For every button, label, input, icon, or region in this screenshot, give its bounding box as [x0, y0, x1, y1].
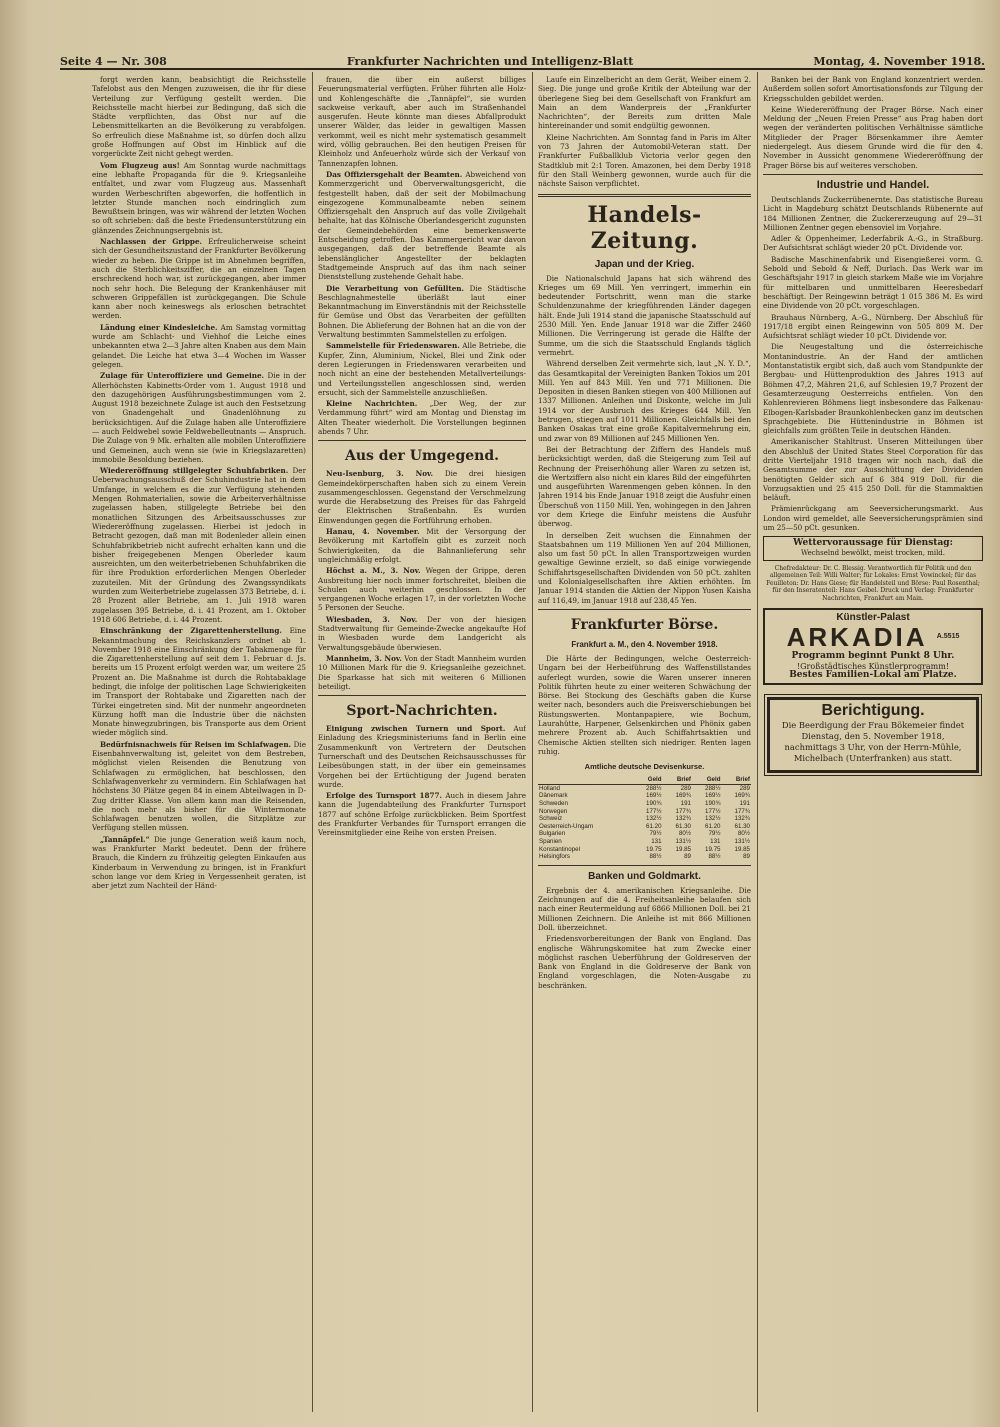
rate-value: Geld	[633, 776, 662, 784]
rate-value: 131½	[734, 837, 750, 845]
rate-value: 191	[680, 800, 691, 807]
article: Wiesbaden, 3. Nov. Der von der hiesigen Stadtverwaltung für Gemeinde-Zwecke angekaufte Hof in Wiesbaden wurde dem Landgericht als Verwaltungsgebäude überwiesen.	[318, 614, 526, 652]
header-masthead: Frankfurter Nachrichten und Intelligenz-Blatt	[346, 55, 634, 68]
notice-text: Die Beerdigung der Frau Bökemeier findet Dienstag, den 5. November 1918, nachmittags 3 Uhr, von der Herrn-Mühle, Michelbach (Unterfranken) aus statt.	[781, 720, 965, 764]
currency-name: Schweiz	[539, 815, 563, 823]
ad-arkadia-subtitle: Künstler-Palast	[836, 611, 910, 623]
ad-arkadia-tagline: !Großstädtisches Künstlerprogramm!	[796, 661, 950, 671]
header-date: Montag, 4. November 1918.	[813, 55, 985, 68]
article: Brauhaus Nürnberg, A.-G., Nürnberg. Der Abschluß für 1917/18 ergibt einen Reingewinn von 505 809 M. Der Aufsichtsrat schlägt wieder 10 pCt. Dividende vor.	[763, 312, 983, 341]
rate-value: Brief	[663, 776, 692, 784]
rate-value: 177¾	[734, 807, 750, 815]
rate-value: 288½	[705, 784, 721, 792]
imprint: Chefredakteur: Dr. C. Blessig. Verantwortlich für Politik und den allgemeinen Teil: Willi Walter; für Lokales: Ernst Vowinckel; für das Feuilleton: Dr. Hans Giese; für Handelsteil und Börse: Paul Rosenthal; für den Inseratenteil: Hans Geibel. Druck und Verlag: Frankfurter Nachrichten, Frankfurt am Main.	[766, 564, 980, 602]
rate-value: 190¾	[705, 800, 721, 807]
column-rule	[312, 72, 313, 1412]
column-3	[538, 75, 751, 1410]
rate-value: 19.75	[705, 845, 721, 853]
rates-header-row	[538, 776, 751, 784]
column-2	[318, 75, 526, 1410]
table-row	[538, 800, 751, 808]
article: Laufe ein Einzelbericht an dem Gerät, Weiber einem 2. Sieg. Die junge und große Kritik der Abteilung war der überlegene Sieg bei dem Gesellschaft von Frankfurt am Main an dem Wanderpreis der „Frankfurter Nachrichten“, der Bereits zum dritten Male hintereinander und somit endgültig gewonnen.	[538, 75, 751, 131]
article: Während derselben Zeit vermehrte sich, laut „N. Y. D.“, das Gesamtkapital der Vereinigten Banken Tokios um 201 Mill. Yen auf 843 Mill. Yen und 771 Millionen. Die Depositen in diesen Banken stiegen von 400 Millionen auf 1337 Millionen. Anleihen und Diskonte, welche im Juli 1914 vor der Ausbruch des Krieges 644 Mill. Yen betrugen, stiegen auf 1011 Millionen. Gleichfalls bei den Banken Osakas trat eine große Kapitalvermehrung ein, und zwar von 89 Millionen auf 245 Millionen Yen.	[538, 359, 751, 443]
page-header	[60, 48, 985, 70]
table-row	[538, 815, 751, 823]
article: Erfolge des Turnsport 1877. Auch in diesem Jahre kann die Jugendabteilung des Frankfurter Turnsport 1877 auf schöne Erfolge zurückblicken. Beim Sportfest des Frankfurter Verbandes für Turnsport errangen die Vereinsmitglieder eine Reihe von ersten Preisen.	[318, 791, 526, 838]
table-row	[538, 808, 751, 816]
article-heading: Japan und der Krieg.	[594, 258, 695, 270]
section-divider	[318, 695, 526, 696]
currency-name: Oesterreich-Ungarn	[539, 822, 594, 830]
article: Bedürfnisnachweis für Reisen im Schlafwagen. Die Eisenbahnverwaltung ist, geleitet von dem Bestreben, möglichst vielen Reisenden die Benutzung von Schlafwagen zu ermöglichen, hat beschlossen, den Schlafwagenverkehr zu vermindern. Ein Schlafwagen hat höchstens 30 Plätze gegen 84 in einem Abteilwagen in D-Zug dritter Klasse. Von allem kann man die Reisenden, die noch mehr als bisher für die Wintermonate Schlafwagen benutzen wollen, die Sitzplätze zur Verfügung stellen müssen.	[92, 739, 306, 833]
weather-forecast-box	[763, 536, 983, 561]
article: Wiedereröffnung stillgelegter Schuhfabriken. Der Ueberwachungsausschuß der Schuhindustrie hat in dem Umfange, in welchem es die zur Verfügung stehenden Mengen Rohmaterialien, sowie die Arbeiterverhältnisse zugelassen haben, stillgelegte Betriebe bei den monatlichen Sitzungen des Arbeitsausschusses zur Wiedereröffnung zugelassen. Hierbei ist jedoch in Betracht gezogen, daß man mit Bodenleder allein einen Schuhfabrikbetrieb nicht aufrecht erhalten kann und die bisher freigegebenen Mengen Oberleder kaum ausreichten, um den weiterbetriebenen Schuhfabriken die für ihre Produktion erforderlichen Mengen Oberleder zuzuteilen. Mit der Gründung des Zwangssyndikats wurden zum Weiterbetriebe zugelassen 373 Betriebe, d. i. 28 Prozent aller Betriebe, am 1. Juli 1918 waren zugelassen 395 Betriebe, d. i. 41 Prozent, am 1. Oktober 1918 606 Betriebe, d. i. 44 Prozent.	[92, 466, 306, 624]
rate-value: 19.75	[646, 845, 662, 853]
section-heading-industrie: Industrie und Handel.	[816, 178, 930, 191]
rate-value: 131	[651, 837, 662, 845]
rate-value: 169¾	[734, 792, 750, 800]
article: Sammelstelle für Friedenswaren. Alle Betriebe, die Kupfer, Zinn, Aluminium, Nickel, Blei und Zink oder deren Legierungen in Friedenswaren verarbeiten und noch nicht an eine der bestehenden Metallverteilungs- und Verteilungsstellen angeschlossen sind, werden ersucht, sich der Sammelstelle anzuschließen.	[318, 341, 526, 397]
rate-value: 288½	[646, 784, 662, 792]
article: Höchst a. M., 3. Nov. Wegen der Grippe, deren Ausbreitung hier noch immer fortschreitet, bleiben die Schulen auch weiterhin geschlossen. In der vergangenen Woche erlagen 17, in der vorletzten Woche 5 Personen der Seuche.	[318, 566, 526, 613]
currency-name	[538, 776, 633, 784]
ad-arkadia-name: ARKADIA $^{A.5515}$	[786, 622, 960, 653]
article: Einigung zwischen Turnern und Sport. Auf Einladung des Kriegsministeriums fand in Berlin eine Zusammenkunft von Vertretern der Deutschen Turnerschaft und des Deutschen Reichsausschusses für Leibesübungen statt, in der über ein gemeinsames Vorgehen bei der Ertüchtigung der Jugend beraten wurde.	[318, 724, 526, 789]
rate-value: 19.85	[734, 845, 750, 853]
currency-name: Spanien	[539, 837, 562, 845]
rate-value: 289	[680, 784, 691, 792]
exchange-rates-table	[538, 776, 751, 861]
section-divider	[318, 440, 526, 441]
article: In derselben Zeit wuchsen die Einnahmen der Staatsbahnen um 119 Millionen Yen auf 204 Millionen, also um fast 50 pCt. In allen Transportzweigen wurden gewaltige Gewinne erzielt, so daß einige vorwiegende Schiffahrtsgesellschaften Dividenden von 50 pCt. zahlten und Kolonialgesellschaften ihre Aktien erhöhten. Im Januar 1914 standen die Aktien der Nippon Yusen Kaisha auf 116,49, im Januar 1918 auf 238,45 Yen.	[538, 530, 751, 605]
section-divider	[763, 174, 983, 175]
currency-name: Helsingfors	[539, 853, 570, 861]
table-row	[538, 792, 751, 800]
rate-value: 132¾	[675, 815, 691, 823]
article: Amerikanischer Stahltrust. Unseren Mitteilungen über den Abschluß der United States Steel Corporation für das dritte Vierteljahr 1918 tragen wir noch nach, daß die Gesamtsumme der zur Ausschüttung der Dividenden benötigten Gelder sich auf 6 384 919 Doll. für die Vorzugsaktien und 25 415 250 Doll. für die Stammaktien beläuft.	[763, 437, 983, 503]
currency-name: Holland	[539, 784, 560, 792]
currency-name: Konstantinopel	[539, 845, 580, 853]
column-1	[92, 75, 306, 1410]
section-heading-boerse: Frankfurter Börse.	[570, 616, 719, 633]
table-row	[538, 853, 751, 861]
rate-value: 80½	[737, 830, 750, 838]
rate-value: 131½	[675, 837, 691, 845]
currency-name: Bulgarien	[539, 830, 566, 838]
currency-name: Dänemark	[539, 792, 568, 800]
article: Hanau, 4. November. Mit der Versorgung der Bevölkerung mit Kartoffeln gibt es zurzeit noch Schwierigkeiten, da die Bahnanlieferung sehr ungleichmäßig erfolgt.	[318, 527, 526, 564]
rate-value: 131	[710, 837, 721, 845]
rate-value: 79½	[708, 830, 721, 838]
rate-value: 132½	[705, 815, 721, 823]
article: Friedensvorbereitungen der Bank von England. Das englische Währungskomitee hat zum Zwecke einer möglichst raschen Ueberführung der Goldreserven der Bank von England in die Goldreserve der Bank von England vorgeschlagen, die Noten-Ausgabe zu beschränken.	[538, 934, 751, 990]
article: Adler & Oppenheimer, Lederfabrik A.-G., in Straßburg. Der Aufsichtsrat schlägt wieder 20 pCt. Dividende vor.	[763, 234, 983, 253]
rate-value: 61.20	[646, 822, 662, 830]
section-divider	[538, 865, 751, 866]
article: Ergebnis der 4. amerikanischen Kriegsanleihe. Die Zeichnungen auf die 4. Freiheitsanleihe belaufen sich nach einer Reutermeldung auf 6866 Millionen Doll. bei 21 Millionen Zeichnern. Die Anleihe ist mit 866 Millionen Doll. überzeichnet.	[538, 885, 751, 932]
article: Badische Maschinenfabrik und Eisengießerei vorm. G. Sebold und Sebold & Neff, Durlach. Das Werk war im Geschäftsjahr 1917 in gleich starkem Maße wie im Vorjahre für mittelbaren und unmittelbaren Heeresbedarf beschäftigt. Der Reingewinn beträgt 1 015 386 M. Es wird eine Dividende von 20 pCt. vorgeschlagen.	[763, 254, 983, 311]
rate-value: Geld	[692, 776, 721, 784]
table-row	[538, 838, 751, 846]
article: Kleine Nachrichten. „Der Weg, der zur Verdammung führt“ wird am Montag und Dienstag im Alten Theater wiederholt. Die Vorstellungen beginnen abends 7 Uhr.	[318, 399, 526, 436]
section-heading-handels-zeitung: Handels-Zeitung.	[587, 201, 702, 254]
rate-value: 132¾	[734, 815, 750, 823]
article: Die Nationalschuld Japans hat sich während des Krieges um 69 Mill. Yen verringert, immerhin ein bedeutender Fortschritt, wenn man die starke Schuldenzunahme der kriegführenden Länder dagegen hält. Ende Juli 1914 stand die japanische Staatsschuld auf 2530 Mill. Yen. Ende Januar 1918 war die Ziffer 2460 Millionen. Die Verringerung ist gerade die Hälfte der Summe, um die sich die Staatsschuld Englands täglich vermehrt.	[538, 273, 751, 357]
table-row	[538, 846, 751, 854]
rate-value: 169½	[646, 792, 662, 800]
article: Die Neugestaltung und die österreichische Montanindustrie. An der Hand der amtlichen Montanstatistik ergibt sich, daß auch vom Standpunkte der Bergbau- und Hüttenproduktion des Jahres 1913 auf Böhmen 47,2, Mähren 21,6, auf Schlesien 19,7 Prozent der Gesamterzeugung Oesterreichs entfielen. Von den Kohlenrevieren Böhmens liegt insbesondere das Falkenau-Elbogen-Karlsbader Braunkohlenbecken ganz im deutschen Sprachgebiete. Die Hüttenindustrie in Böhmen ist gleichfalls zum größten Teile in deutschen Händen.	[763, 342, 983, 436]
table-row	[538, 823, 751, 831]
article: Deutschlands Zuckerrübenernte. Das statistische Bureau Licht in Magdeburg schätzt Deutschlands Rübenernte auf 184 Millionen Zentner, die Zuckererzeugung auf 29—31 Millionen Zentner gegen ebensoviel im Vorjahre.	[763, 194, 983, 232]
article: „Tannäpfel.“ Die junge Generation weiß kaum noch, was Frankfurter Markt bedeutet. Denn der frühere Brauch, die Kindern zu frühzeitig gelegten Einkaufen aus Kinderbaum in Verwendung zu bringen, ist in Frankfurt schon lange vor dem Krieg in Vergessenheit geraten, ist aber jetzt zum Nachteil der Händ-	[92, 834, 306, 891]
rate-value: 61.30	[675, 822, 691, 830]
article: Einschränkung der Zigarettenherstellung. Eine Bekanntmachung des Reichskanzlers ordnet ab 1. November 1918 eine Einschränkung der Tabakmenge für die Zigarettenherstellung auf seit dem 1. Februar d. Js. bereits um 15 Prozent erfolgt werden war, um weitere 25 Prozent an. Die Maßnahme ist durch die Rohtabaklage bedingt, die infolge der politischen Lage Schwierigkeiten im Transport der Rohtabake und Zigaretten nach der Türkei eingetreten sind. Mit der nunmehr angeordneten Kürzung hofft man die Industrie über die nächsten Monate hinwegzubringen, bis Transporte aus dem Orient wieder möglich sind.	[92, 626, 306, 738]
rate-value: 88½	[649, 853, 662, 861]
section-divider	[538, 194, 751, 197]
rate-value: Brief	[721, 776, 751, 784]
notice-berichtigung	[767, 697, 979, 773]
article: Die Verarbeitung von Gefüllten. Die Städtische Beschlagnahmestelle überläßt laut einer Bekanntmachung im Einverständnis mit der Reichsstelle für Gemüse und Obst das Verarbeiten der gefüllten Bohnen. Die Ablieferung der Bohnen hat an die von der Verwaltung bestimmten Sammelstellen zu erfolgen.	[318, 283, 526, 340]
rate-value: 88½	[708, 853, 721, 861]
rate-value: 289	[739, 784, 750, 792]
article: Neu-Isenburg, 3. Nov. Die drei hiesigen Gemeindekörperschaften haben sich zu einem Verein zusammengeschlossen. Gegenstand der Verschmelzung wurde die Herabsetzung des Preises für das Fahrgeld der Elektrischen Straßenbahn. Es wurden Einwendungen gegen die Fortführung erhoben.	[318, 469, 526, 525]
rate-value: 191	[739, 800, 750, 807]
article: Die Härte der Bedingungen, welche Oesterreich-Ungarn bei der Herbeiführung des Waffenstillstandes auferlegt wurden, sowie die Waren unserer inneren Politik führten heute zu einer weiteren Schwächung der Börse. Bei Stockung des Geschäfts gaben die Kurse weiter nach, besonders auch die Preisverschiebungen bei Rüstungswerten. Montanpapiere, wie Bochum, Laurahütte, Harpener, Gelsenkirchen und Phönix gaben mehrere Prozent ab. Auch Schiffahrtsaktien und Chemische Aktien stellten sich niedriger. Renten lagen ruhig.	[538, 653, 751, 756]
article: Ländung einer Kindesleiche. Am Samstag vormittag wurde am Schlacht- und Viehhof die Leiche eines unbekannten etwa 2—3 Jahre alten Knaben aus dem Main gelandet. Die Leiche hat etwa 3—4 Wochen im Wasser gelegen.	[92, 322, 306, 369]
rate-value: 177½	[705, 807, 721, 815]
article: Bei der Betrachtung der Ziffern des Handels muß berücksichtigt werden, daß die Steigerung zum Teil auf Rechnung der Preiserhöhung aller Waren zu setzen ist, die Wertziffern also nicht ein klares Bild der eingeführten und ausgeführten Warenmengen geben können. In den Jahren 1914 bis Ende Januar 1918 zeigt die Ausfuhr einen Überschuß von 1150 Mill. Yen, wohingegen in den Jahren vor dem Kriege die Einfuhr meistens die Ausfuhr überwog.	[538, 444, 751, 529]
weather-text: Wechselnd bewölkt, meist trocken, mild.	[800, 548, 946, 557]
rate-value: 19.85	[675, 845, 691, 853]
article: Banken bei der Bank von England konzentriert werden. Außerdem sollen sofort Amortisationsfonds zur Tilgung der Kriegsschulden gebildet werden.	[763, 75, 983, 103]
rate-value: 80½	[678, 830, 691, 838]
article: Mannheim, 3. Nov. Von der Stadt Mannheim wurden 10 Millionen Mark für die 9. Kriegsanleihe gezeichnet. Die Sparkasse hat sich mit weiteren 6 Millionen beteiligt.	[318, 653, 526, 691]
rate-value: 79½	[649, 830, 662, 838]
advertisement-arkadia	[763, 608, 983, 685]
article: Vom Flugzeug aus! Am Sonntag wurde nachmittags eine lebhafte Propaganda für die 9. Kriegsanleihe entfaltet, und zwar vom Flugzeug aus. Massenhaft wurden Werbeschriften abgeworfen, die hoffentlich in letzter Stunde manchen noch eindringlich zum Bewußtsein bringen, was wir während der letzten Wochen so oft schrieben: daß die beste Friedensunterstützung ein glänzendes Zeichnungsergebnis ist.	[92, 160, 306, 235]
rate-value: 61.20	[705, 822, 721, 830]
article: Kleine Nachrichten. Am Sonntag fand in Paris im Alter von 73 Jahren der Automobil-Veteran statt. Der Frankfurter Fußballklub Victoria verlor gegen den Stadtklub mit 2:1 Toren. Amazonen, bei dem Derby 1918 für den Stall Weinberg gewonnen, wurde auch für die nächste Saison verpflichtet.	[538, 132, 751, 189]
column-rule	[757, 72, 758, 1412]
table-row	[538, 830, 751, 838]
article-heading: Banken und Goldmarkt.	[588, 870, 701, 882]
rates-title: Amtliche deutsche Devisenkurse.	[584, 762, 705, 772]
article: Keine Wiedereröffnung der Prager Börse. Nach einer Meldung der „Neuen Freien Presse“ aus Prag haben dort wegen der veränderten politischen Verhältnisse sämtliche Mitglieder der Prager Börsenkammer ihre Aemter niedergelegt. Aus diesem Grunde wird die für den 4. November in Aussicht genommene Wiedereröffnung der Prager Börse bis auf weiteres verschoben.	[763, 104, 983, 170]
article: Prämienrückgang am Seeversicherungsmarkt. Aus London wird gemeldet, alle Seeversicherungsprämien sind um 25—50 pCt. gesunken.	[763, 504, 983, 533]
section-divider	[538, 609, 751, 610]
header-page-number: Seite 4 — Nr. 308	[60, 55, 167, 68]
rate-value: 169½	[705, 792, 721, 800]
column-rule	[532, 72, 533, 1412]
rate-value: 177¾	[675, 807, 691, 815]
currency-name: Schweden	[539, 800, 568, 807]
rate-value: 177½	[646, 807, 662, 815]
rate-value: 169¾	[675, 792, 691, 800]
article: Das Offiziersgehalt der Beamten. Abweichend von Kommerzgericht und Oberverwaltungsgericht, die festgestellt haben, daß der seit der Mobilmachung eingezogene Kommunalbeamte neben seinem Offiziersgehalt den Anspruch auf das volle Zivilgehalt behalte, hat das Kölnische Oberlandesgericht zugunsten der Gemeindebehörden eine bemerkenswerte Entscheidung getroffen. Das Kammergericht war davon ausgegangen, daß der betreffende Beamte als lebenslänglicher Angestellter der beklagten Stadtgemeinde Anspruch auf das ihm nach seiner Dienststellung zustehende Gehalt habe.	[318, 169, 526, 282]
notice-title: Berichtigung.	[821, 702, 925, 720]
column-4	[763, 75, 983, 1410]
article: frauen, die über ein außerst billiges Feuerungsmaterial verfügten. Früher führten alle Holz- und Kohlengeschäfte die „Tannäpfel“, sie wurden sackweise verkauft, aber auch im Straßenhandel ausgerufen. Heute könnte man dieses Abfallprodukt unserer Wälder, das leider in gewaltigen Massen verkommt, weil es nicht mehr systematisch gesammelt wird, völlig gebrauchen. Bei den heutigen Preisen für Kleinholz und Anfeuerholz würde sich der Verkauf von Tannenzapfen lohnen.	[318, 75, 526, 168]
article: forgt werden kann, beabsichtigt die Reichsstelle Tafelobst aus den Mengen zuzuweisen, die ihr für diese Verteilung zur Verfügung gestellt werden. Die Reichsstelle macht hierbei zur Bedingung, daß sich die Städte verpflichten, das Obst nur auf die Lebensmittelkarten an die Bevölkerung zu verabfolgen. So erfreulich diese Maßnahme ist, so dürfen doch allzu große Hoffnungen auf Obst im Hinblick auf die vorgerückte Zeit nicht gehegt werden.	[92, 75, 306, 159]
weather-title: Wettervoraussage für Dienstag:	[793, 538, 953, 549]
currency-name: Norwegen	[539, 807, 568, 815]
table-row	[538, 784, 751, 792]
rate-value: 89	[743, 853, 750, 861]
section-heading-sport: Sport-Nachrichten.	[346, 703, 498, 720]
ad-arkadia-program: Programm beginnt Punkt 8 Uhr.	[791, 651, 955, 662]
rate-value: 89	[684, 853, 691, 861]
rate-value: 190¾	[646, 800, 662, 807]
rate-value: 132½	[646, 815, 662, 823]
article: Zulage für Unteroffiziere und Gemeine. Die in der Allerhöchsten Kabinetts-Order vom 1. August 1918 und den dazugehörigen Ausführungsbestimmungen vom 2. August 1918 bezeichnete Zulage ist auch den Festsetzung von Gnadengehalt und Gnadenlöhnung zu berücksichtigen. Auf die Zulage haben alle Unteroffiziere — auch Feldwebel sowie Feldwebelleutnants — Anspruch. Die Zulage von 9 Mk. erhalten alle mobilen Unteroffiziere und Gemeinen, auch wenn sie (wie in Kriegslazaretten) immobile Besoldung beziehen.	[92, 371, 306, 464]
boerse-date: Frankfurt a. M., den 4. November 1918.	[571, 639, 718, 649]
section-heading-umgegend: Aus der Umgegend.	[345, 448, 499, 465]
article: Nachlassen der Grippe. Erfreulicherweise scheint sich der Gesundheitszustand der Frankfurter Bevölkerung wieder zu heben. Die Grippe ist im Abnehmen begriffen, auch die Sterblichkeitsziffer, die an einzelnen Tagen erschreckend hoch war, ist zurückgegangen, aber immer noch sehr hoch. Die Belegung der Krankenhäuser mit schweren Grippefällen ist zurückgegangen. Die Schule kann aber noch keineswegs als erloschen betrachtet werden.	[92, 237, 306, 321]
ad-arkadia-slogan: Bestes Familien-Lokal am Platze.	[789, 669, 957, 680]
rate-value: 61.30	[734, 822, 750, 830]
